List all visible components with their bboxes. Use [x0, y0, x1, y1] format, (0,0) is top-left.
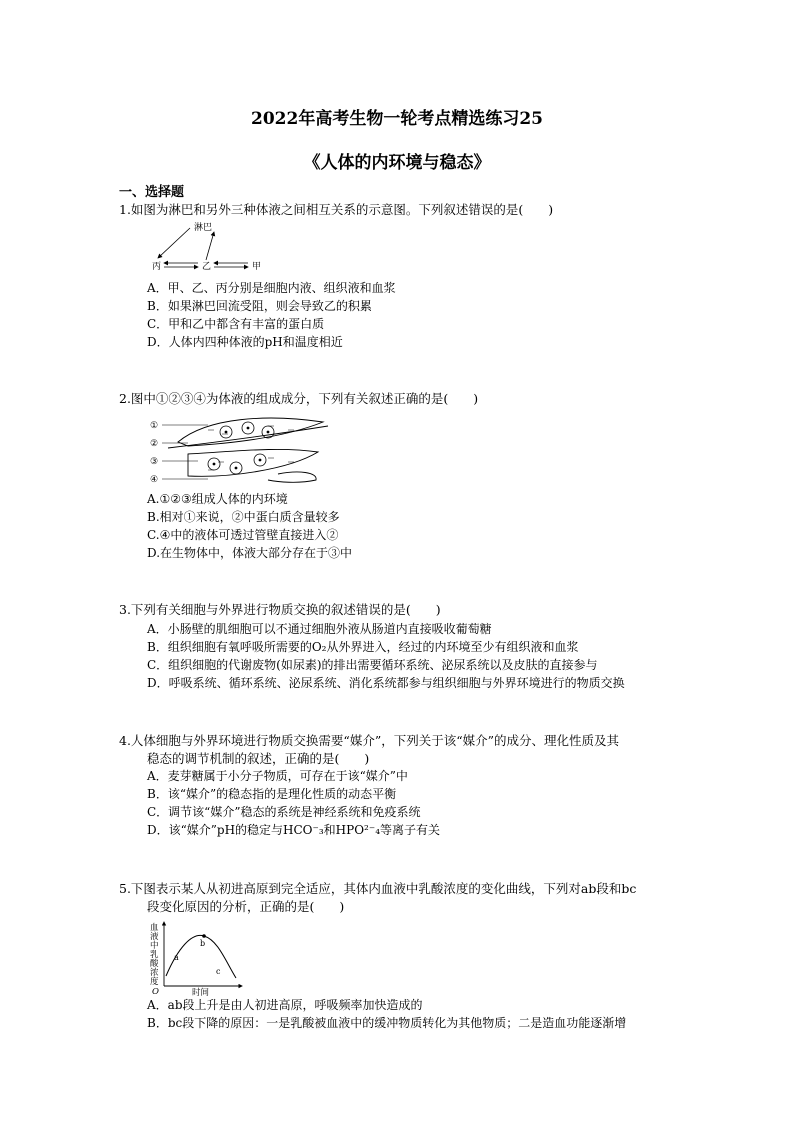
question-5-stem-line2: 段变化原因的分析，正确的是( ): [147, 899, 345, 914]
question-2-stem: 2.图中①②③④为体液的组成成分，下列有关叙述正确的是( ): [119, 391, 479, 406]
question-2-option-c: C.④中的液体可透过管壁直接进入②: [147, 528, 339, 542]
fig2-cells: [208, 422, 274, 474]
fig5-origin: O: [152, 987, 159, 996]
question-4-option-b: B．该“媒介”的稳态指的是理化性质的动态平衡: [147, 787, 397, 801]
fig5-xlabel: 时间: [192, 988, 210, 996]
question-4-option-c: C．调节该“媒介”稳态的系统是神经系统和免疫系统: [147, 805, 421, 819]
question-4-option-d: D．该“媒介”pH的稳定与HCO⁻₃和HPO²⁻₄等离子有关: [147, 823, 440, 837]
question-4-option-a: A．麦芽糖属于小分子物质，可存在于该“媒介”中: [147, 769, 408, 783]
question-2-option-b: B.相对①来说，②中蛋白质含量较多: [147, 510, 340, 524]
question-1-option-d: D．人体内四种体液的pH和温度相近: [147, 335, 343, 349]
fig5-label-b: b: [200, 939, 206, 948]
question-2-figure: [148, 412, 338, 488]
fig5-ylabel: [150, 922, 159, 987]
question-4-stem-line1: 4.人体细胞与外界环境进行物质交换需要“媒介”，下列关于该“媒介”的成分、理化性质及其: [119, 733, 619, 748]
svg-text:乳: 乳: [150, 950, 159, 960]
svg-text:液: 液: [150, 932, 159, 942]
page-title: 2022年高考生物一轮考点精选练习25: [251, 109, 543, 129]
question-5-option-a: A．ab段上升是由人初进高原，呼吸频率加快造成的: [147, 998, 423, 1012]
fig2-label-4: ④: [150, 475, 159, 485]
svg-text:血: 血: [150, 923, 159, 933]
question-1-option-a: A．甲、乙、丙分别是细胞内液、组织液和血浆: [147, 281, 396, 295]
question-3-option-c: C．组织细胞的代谢废物(如尿素)的排出需要循环系统、泌尿系统以及皮肤的直接参与: [147, 658, 598, 672]
fig2-label-3: ③: [150, 457, 159, 467]
question-3-option-d: D．呼吸系统、循环系统、泌尿系统、消化系统都参与组织细胞与外界环境进行的物质交换: [147, 676, 625, 690]
fig2-label-1: ①: [150, 421, 159, 431]
question-1-stem: 1.如图为淋巴和另外三种体液之间相互关系的示意图。下列叙述错误的是( ): [119, 202, 554, 217]
svg-text:度: 度: [150, 977, 159, 987]
page-subtitle: 《人体的内环境与稳态》: [303, 153, 491, 173]
svg-text:酸: 酸: [150, 959, 159, 969]
section-heading: 一、选择题: [119, 185, 185, 200]
question-2-option-a: A.①②③组成人体的内环境: [147, 492, 288, 506]
question-2-option-d: D.在生物体中，体液大部分存在于③中: [147, 546, 353, 560]
question-5-option-b: B．bc段下降的原因：一是乳酸被血液中的缓冲物质转化为其他物质；二是造血功能逐渐增: [147, 1016, 627, 1030]
svg-text:浓: 浓: [150, 968, 159, 978]
question-3-option-b: B．组织细胞有氧呼吸所需要的O₂从外界进入，经过的内环境至少有组织液和血浆: [147, 640, 579, 654]
question-5-figure: [148, 918, 248, 996]
fig1-label-bing: 丙: [152, 262, 162, 272]
question-3-option-a: A．小肠壁的肌细胞可以不通过细胞外液从肠道内直接吸收葡萄糖: [147, 622, 492, 636]
svg-text:中: 中: [150, 941, 159, 951]
question-3-stem: 3.下列有关细胞与外界进行物质交换的叙述错误的是( ): [119, 602, 441, 617]
fig1-label-lymph: 淋巴: [194, 223, 213, 233]
question-1-option-c: C．甲和乙中都含有丰富的蛋白质: [147, 317, 325, 331]
fig1-arrow-yi-to-lymph: [206, 232, 214, 260]
fig2-label-2: ②: [150, 439, 159, 449]
fig5-label-a: a: [174, 953, 179, 962]
question-5-stem-line1: 5.下图表示某人从初进高原到完全适应，其体内血液中乳酸浓度的变化曲线，下列对ab段和bc: [119, 881, 637, 896]
question-1-figure: [148, 220, 268, 272]
fig1-label-yi: 乙: [202, 262, 212, 272]
question-1-option-b: B．如果淋巴回流受阻，则会导致乙的积累: [147, 299, 372, 313]
question-4-stem-line2: 稳态的调节机制的叙述，正确的是( ): [147, 751, 370, 766]
fig5-point-b: [202, 934, 206, 938]
fig2-lymph-duct: [268, 472, 316, 482]
fig1-arrow-lymph-to-bing: [158, 228, 190, 258]
fig5-label-c: c: [216, 967, 221, 976]
fig1-label-jia: 甲: [252, 262, 262, 272]
